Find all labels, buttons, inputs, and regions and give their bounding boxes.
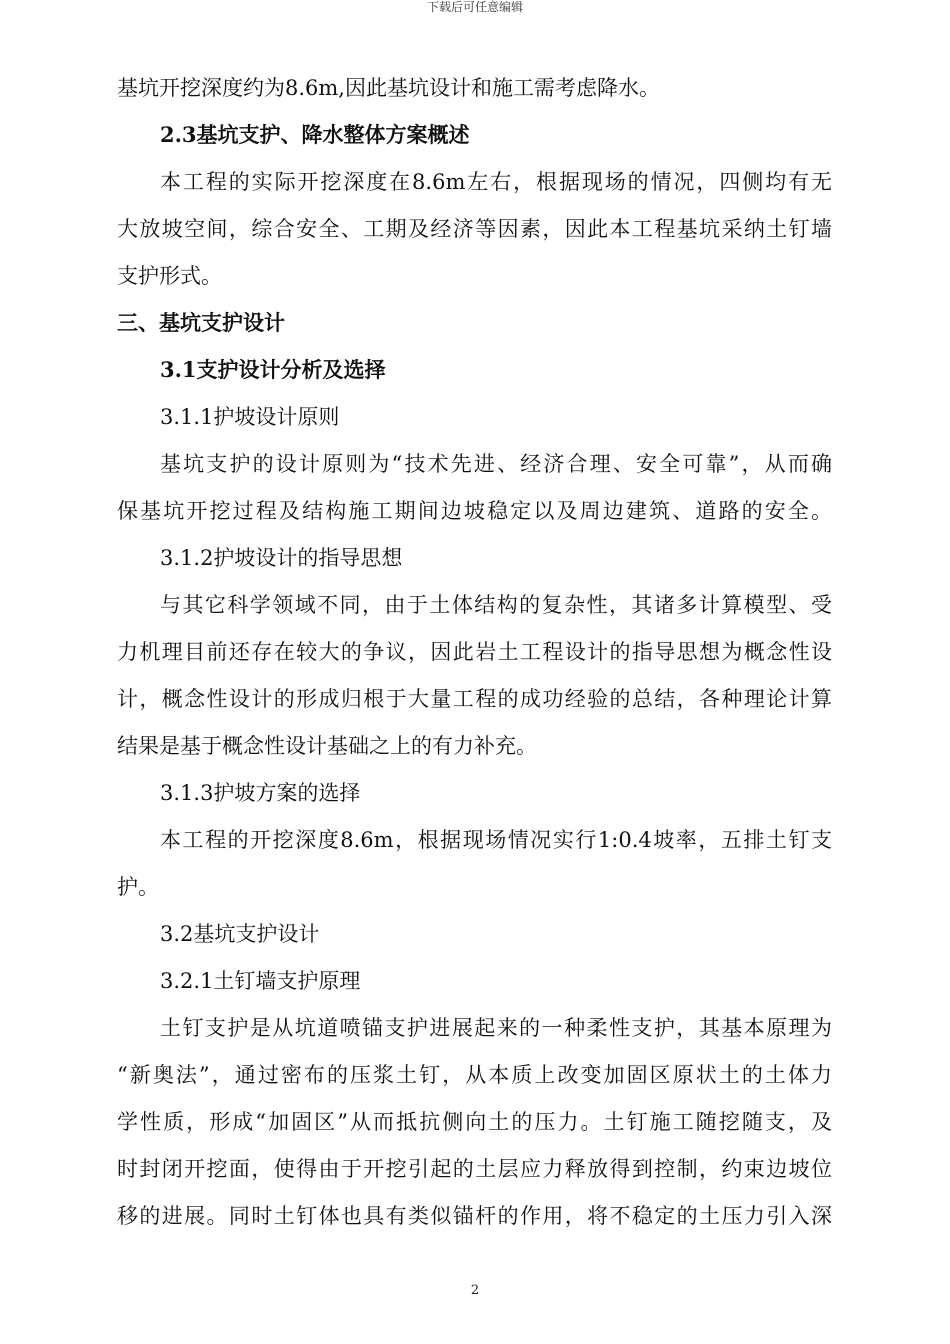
page-number: 2 [470,1283,480,1298]
body-text-line: 力机理目前还存在较大的争议，因此岩土工程设计的指导思想为概念性设 [117,640,832,664]
subsection-heading-3-2-1: 3.2.1土钉墙支护原理 [160,969,361,993]
subsection-heading-3-1-3: 3.1.3护坡方案的选择 [160,781,361,805]
body-text-line: 学性质，形成“加固区”从而抵抗侧向土的压力。土钉施工随挖随支，及 [117,1110,832,1134]
section-heading-3-2: 3.2基坑支护设计 [160,922,320,946]
page-header: 下载后可任意编辑 [426,0,523,14]
body-text-line: 结果是基于概念性设计基础之上的有力补充。 [117,734,537,758]
body-text-line: 支护形式。 [117,264,222,288]
body-text-line: 本工程的开挖深度8.6m，根据现场情况实行1:0.4坡率，五排土钉支 [160,828,832,852]
section-heading-2-3: 2.3基坑支护、降水整体方案概述 [160,122,470,147]
subsection-heading-3-1-1: 3.1.1护坡设计原则 [160,405,340,429]
body-text-line: 基坑支护的设计原则为“技术先进、经济合理、安全可靠”，从而确 [160,452,832,476]
body-text-line: 基坑开挖深度约为8.6m,因此基坑设计和施工需考虑降水。 [117,76,660,100]
body-text-line: 与其它科学领域不同，由于土体结构的复杂性，其诸多计算模型、受 [160,593,832,617]
body-text-line: 移的进展。同时土钉体也具有类似锚杆的作用，将不稳定的土压力引入深 [117,1204,832,1228]
body-text-line: 时封闭开挖面，使得由于开挖引起的土层应力释放得到控制，约束边坡位 [117,1157,832,1181]
chapter-heading-3: 三、基坑支护设计 [117,310,285,335]
body-text-line: 保基坑开挖过程及结构施工期间边坡稳定以及周边建筑、道路的安全。 [117,499,832,523]
section-heading-3-1: 3.1支护设计分析及选择 [160,357,386,382]
body-text-line: 大放坡空间，综合安全、工期及经济等因素，因此本工程基坑采纳土钉墙 [117,217,832,241]
subsection-heading-3-1-2: 3.1.2护坡设计的指导思想 [160,546,403,570]
body-text-line: 护。 [117,875,159,899]
body-text-line: “新奥法”，通过密布的压浆土钉，从本质上改变加固区原状土的土体力 [117,1063,832,1087]
body-text-line: 本工程的实际开挖深度在8.6m左右，根据现场的情况，四侧均有无 [160,170,832,194]
body-text-line: 计，概念性设计的形成归根于大量工程的成功经验的总结，各种理论计算 [117,687,832,711]
body-text-line: 土钉支护是从坑道喷锚支护进展起来的一种柔性支护，其基本原理为 [160,1016,832,1040]
